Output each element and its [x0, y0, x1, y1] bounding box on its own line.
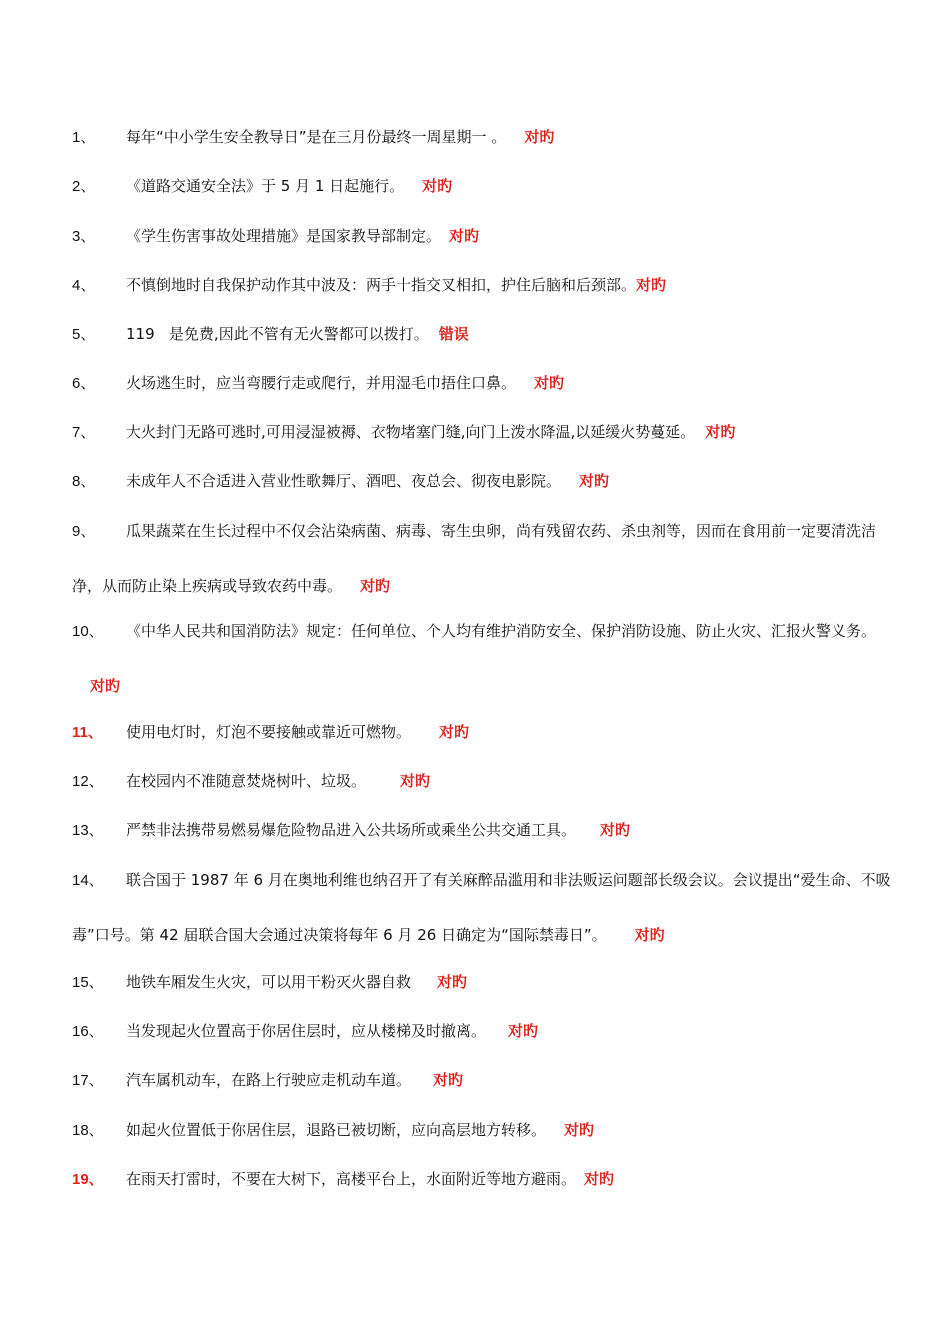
question-item	[72, 471, 892, 492]
answer-label: 对旳	[534, 374, 565, 392]
answer-label: 对旳	[400, 772, 431, 790]
question-number: 2、	[72, 178, 96, 195]
question-item	[72, 422, 892, 443]
question-number: 15、	[72, 974, 104, 991]
answer-label: 对旳	[90, 677, 121, 695]
question-item	[72, 275, 892, 296]
question-item	[72, 504, 892, 613]
question-number: 11、	[72, 724, 103, 741]
answer-label: 对旳	[360, 577, 391, 595]
question-text: 使用电灯时，灯泡不要接触或靠近可燃物。	[126, 723, 412, 741]
answer-label: 错误	[438, 325, 469, 343]
question-number: 1、	[72, 129, 96, 146]
question-text: 汽车属机动车，在路上行驶应走机动车道。	[126, 1071, 412, 1089]
answer-label: 对旳	[524, 128, 555, 146]
question-item	[72, 373, 892, 394]
question-text: 119 是免费,因此不管有无火警都可以拨打。	[126, 325, 429, 343]
question-number: 6、	[72, 375, 96, 392]
answer-label: 对旳	[579, 472, 610, 490]
question-item	[72, 972, 892, 993]
answer-label: 对旳	[433, 1071, 464, 1089]
question-text: 《道路交通安全法》于 5 月 1 日起施行。	[126, 177, 405, 195]
answer-label: 对旳	[439, 723, 470, 741]
question-text: 瓜果蔬菜在生长过程中不仅会沾染病菌、病毒、寄生虫卵，尚有残留农药、杀虫剂等，因而在食用前一定要清洗洁净，从而防止染上疾病或导致农药中毒。	[72, 522, 877, 595]
question-item	[72, 820, 892, 841]
question-text: 不慎倒地时自我保护动作其中波及：两手十指交叉相扣，护住后脑和后颈部。	[126, 276, 637, 294]
question-item	[72, 324, 892, 345]
question-number: 19、	[72, 1171, 104, 1188]
question-number: 5、	[72, 326, 96, 343]
question-text: 每年“中小学生安全教导日”是在三月份最终一周星期一 。	[126, 128, 507, 146]
question-text: 在雨天打雷时，不要在大树下，高楼平台上，水面附近等地方避雨。	[126, 1170, 577, 1188]
question-number: 17、	[72, 1072, 104, 1089]
question-number: 3、	[72, 228, 96, 245]
question-item	[72, 1021, 892, 1042]
question-item	[72, 771, 892, 792]
answer-label: 对旳	[705, 423, 736, 441]
answer-label: 对旳	[422, 177, 453, 195]
question-item	[72, 1070, 892, 1091]
question-item	[72, 604, 892, 713]
question-text: 地铁车厢发生火灾，可以用干粉灭火器自救	[126, 973, 412, 991]
question-item	[72, 1169, 892, 1190]
question-text: 如起火位置低于你居住层，退路已被切断，应向高层地方转移。	[126, 1121, 547, 1139]
answer-label: 对旳	[600, 821, 631, 839]
question-item	[72, 226, 892, 247]
answer-label: 对旳	[636, 276, 667, 294]
question-number: 16、	[72, 1023, 104, 1040]
question-text: 当发现起火位置高于你居住层时，应从楼梯及时撤离。	[126, 1022, 487, 1040]
answer-label: 对旳	[584, 1170, 615, 1188]
question-item	[72, 722, 892, 743]
answer-label: 对旳	[564, 1121, 595, 1139]
question-number: 7、	[72, 424, 96, 441]
question-number: 14、	[72, 872, 104, 889]
question-number: 8、	[72, 473, 96, 490]
question-item	[72, 127, 892, 148]
question-item	[72, 176, 892, 197]
question-number: 9、	[72, 523, 96, 540]
question-item	[72, 1120, 892, 1141]
question-text: 火场逃生时，应当弯腰行走或爬行，并用湿毛巾捂住口鼻。	[126, 374, 517, 392]
question-number: 10、	[72, 623, 104, 640]
question-number: 13、	[72, 822, 104, 839]
question-number: 12、	[72, 773, 104, 790]
question-number: 4、	[72, 277, 96, 294]
question-text: 严禁非法携带易燃易爆危险物品进入公共场所或乘坐公共交通工具。	[126, 821, 577, 839]
question-text: 未成年人不合适进入营业性歌舞厅、酒吧、夜总会、彻夜电影院。	[126, 472, 562, 490]
question-text: 在校园内不准随意焚烧树叶、垃圾。	[126, 772, 367, 790]
question-text: 《学生伤害事故处理措施》是国家教导部制定。	[126, 227, 442, 245]
question-item	[72, 853, 892, 962]
question-text: 大火封门无路可逃时,可用浸湿被褥、衣物堵塞门缝,向门上泼水降温,以延缓火势蔓延。	[126, 423, 696, 441]
answer-label: 对旳	[508, 1022, 539, 1040]
answer-label: 对旳	[449, 227, 480, 245]
question-number: 18、	[72, 1122, 104, 1139]
question-text: 《中华人民共和国消防法》规定：任何单位、个人均有维护消防安全、保护消防设施、防止火灾、汇报火警义务。	[126, 622, 877, 640]
answer-label: 对旳	[437, 973, 468, 991]
question-text: 联合国于 1987 年 6 月在奥地利维也纳召开了有关麻醉品滥用和非法贩运问题部长级会议。会议提出“爱生命、不吸毒”口号。第 42 届联合国大会通过决策将每年 6 月 26 日确定为“国际禁毒日”。	[72, 871, 891, 944]
answer-label: 对旳	[634, 926, 665, 944]
